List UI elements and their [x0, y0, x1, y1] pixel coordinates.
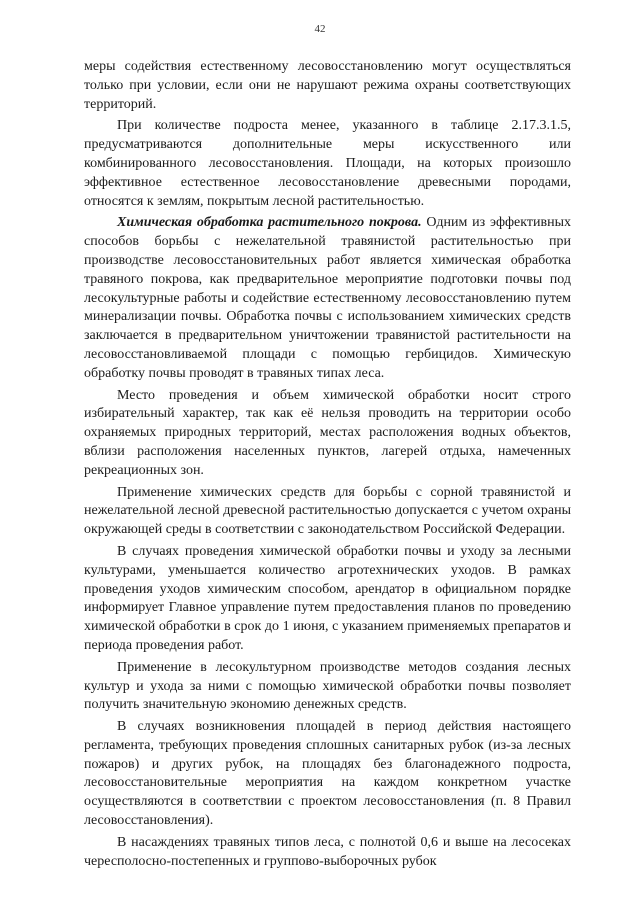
paragraph-economy: Применение в лесокультурном производстве методов создания лесных культур и ухода за ними с помощью химической обработки почвы позволяет получить значительную экономию денежных средств. [84, 659, 571, 713]
section-heading-chemical-treatment: Химическая обработка растительного покрова. [117, 215, 422, 231]
document-body [84, 58, 571, 871]
paragraph-chemicals-use: Применение химических средств для борьбы с сорной травянистой и нежелательной лесной древесной растительностью допускается с учетом охраны окружающей среды в соответствии с законодательством Российской Федерации. [84, 484, 571, 538]
paragraph-sanitary-felling: В случаях возникновения площадей в период действия настоящего регламента, требующих проведения сплошных санитарных рубок (из-за лесных пожаров) и других рубок, на площадях без благонадежного подроста, лесовосстановительные мероприятия на каждом конкретном участке осуществляются в соответствии с проектом лесовосстановления (п. 8 Правил лесовосстановления). [84, 719, 571, 829]
paragraph-treatment-location: Место проведения и объем химической обработки носит строго избирательный характер, так как её нельзя проводить на территории особо охраняемых природных территорий, местах расположения водных объектов, вблизи расположения населенных пунктов, лагерей отдыха, намеченных рекреационных зон. [84, 387, 571, 478]
paragraph-grass-forest-types: В насаждениях травяных типов леса, с полнотой 0,6 и выше на лесосеках чересполосно-постепенных и группово-выборочных рубок [84, 834, 571, 869]
paragraph-continuation: меры содействия естественному лесовосстановлению могут осуществляться только при условии, если они не нарушают режима охраны соответствующих территорий. [84, 59, 571, 112]
paragraph-chemical-treatment-text: Одним из эффективных способов борьбы с нежелательной травянистой растительностью при производстве лесовосстановительных работ является химическая обработка травяного покрова, как предварительное мероприятие подготовки почвы под лесокультурные работы и содействие естественному лесовосстановлению путем минерализации почвы. Обработка почвы с использованием химических средств заключается в предварительном уничтожении травянистой растительности на лесовосстановливаемой площади с помощью гербицидов. Химическую обработку почвы проводят в травяных типах леса. [84, 215, 571, 381]
paragraph-chemical-treatment [84, 214, 571, 383]
paragraph-forest-crops-care: В случаях проведения химической обработки почвы и уходу за лесными культурами, уменьшается количество агротехнических уходов. В рамках проведения уходов химическим способом, арендатор в официальном порядке информирует Главное управление путем предоставления планов по проведению химической обработки в срок до 1 июня, с указанием применяемых препаратов и периода проведения работ. [84, 543, 571, 653]
page-number: 42 [314, 23, 326, 35]
paragraph-undergrowth: При количестве подроста менее, указанного в таблице 2.17.3.1.5, предусматриваются дополнительные меры искусственного или комбинированного лесовосстановления. Площади, на которых произошло эффективное естественное лесовосстановление древесными породами, относятся к землям, покрытым лесной растительностью. [84, 118, 571, 209]
